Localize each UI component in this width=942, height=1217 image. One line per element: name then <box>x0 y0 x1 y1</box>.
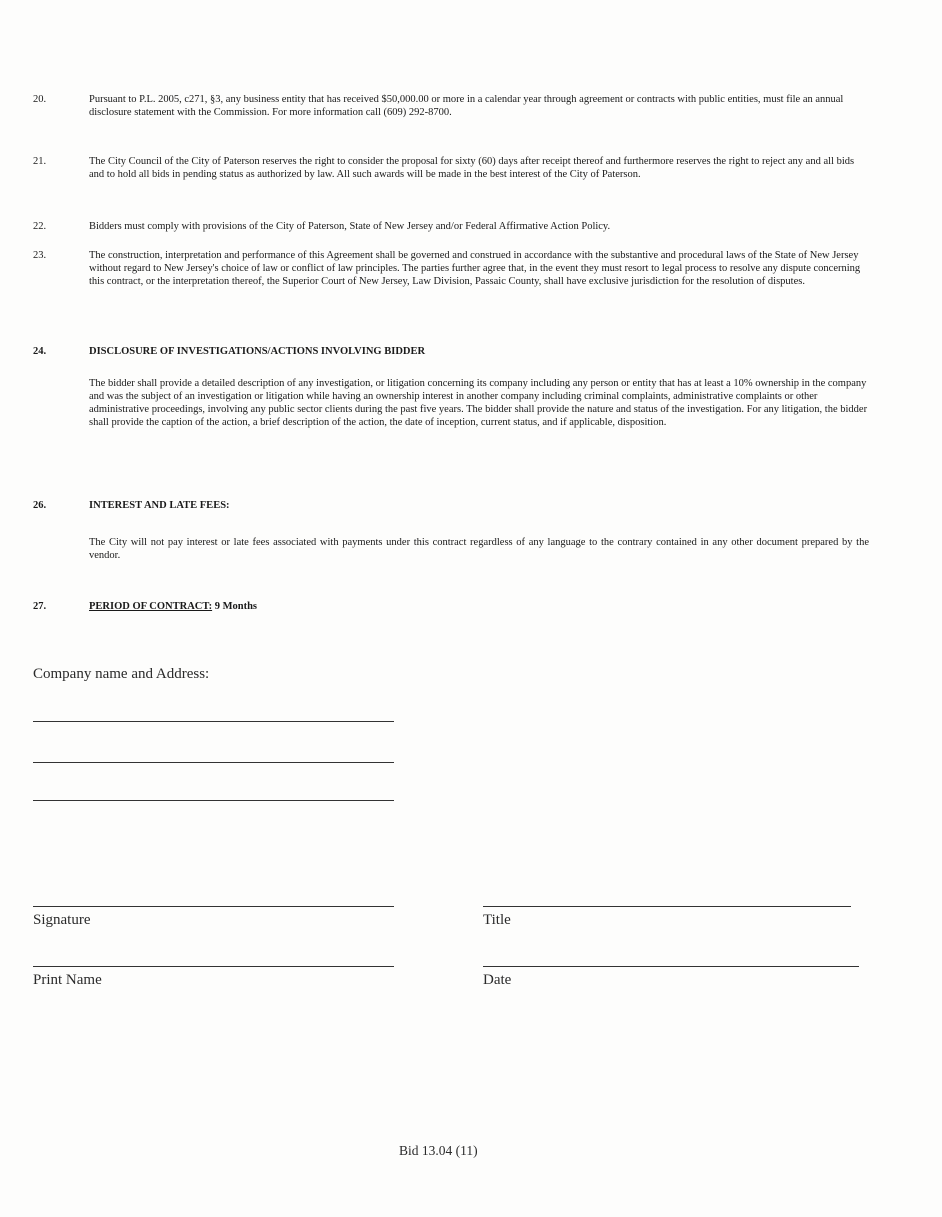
date-line[interactable] <box>483 966 859 967</box>
section-26-body: The City will not pay interest or late fees associated with payments under this contract regardless of any language to the contrary contained in any other document prepared by the vendor. <box>89 537 869 561</box>
signature-line[interactable] <box>33 906 394 907</box>
clause-number: 22. <box>33 221 47 232</box>
print-name-label: Print Name <box>33 972 102 988</box>
period-value: 9 Months <box>214 601 258 612</box>
company-line-2[interactable] <box>33 762 394 763</box>
title-line[interactable] <box>483 906 851 907</box>
clause-text: The City Council of the City of Paterson reserves the right to consider the proposal for sixty (60) days after receipt thereof and furthermore reserves the right to reject any and all bids and to hold all bids in pending status as authorized by law. All such awards will be made in the best interest of the City of Paterson. <box>89 156 855 180</box>
clause-text: Bidders must comply with provisions of the City of Paterson, State of New Jersey and/or Federal Affirmative Action Policy. <box>89 221 611 232</box>
signature-label: Signature <box>33 912 91 928</box>
company-line-3[interactable] <box>33 800 394 801</box>
title-label: Title <box>483 912 511 928</box>
section-title: DISCLOSURE OF INVESTIGATIONS/ACTIONS INVOLVING BIDDER <box>89 346 426 357</box>
clause-number: 20. <box>33 94 47 105</box>
page-footer: Bid 13.04 (11) <box>399 1143 478 1158</box>
section-number: 26. <box>33 500 47 511</box>
section-24-body: The bidder shall provide a detailed description of any investigation, or litigation concerning its company including any person or entity that has at least a 10% ownership in the company and was the subject of an investigation or litigation while having an ownership interest in another company including criminal complaints, administrative complaints or other administrative proceedings, involving any public sector clients during the past five years. The bidder shall provide the nature and status of the investigation. For any litigation, the bidder shall provide the caption of the action, a brief description of the action, the date of inception, current status, and if applicable, disposition. <box>89 378 868 428</box>
clause-number: 23. <box>33 250 47 261</box>
company-label: Company name and Address: <box>33 666 210 682</box>
company-line-1[interactable] <box>33 721 394 722</box>
period-label: PERIOD OF CONTRACT: <box>89 601 213 612</box>
print-name-line[interactable] <box>33 966 394 967</box>
section-title: INTEREST AND LATE FEES: <box>89 500 230 511</box>
date-label: Date <box>483 972 512 988</box>
section-title <box>89 600 869 613</box>
clause-text: Pursuant to P.L. 2005, c271, §3, any business entity that has received $50,000.00 or more in a calendar year through agreement or contracts with public entities, must file an annual disclosure statement with the Commission. For more information call (609) 292-8700. <box>89 94 844 118</box>
clause-text: The construction, interpretation and performance of this Agreement shall be governed and construed in accordance with the substantive and procedural laws of the State of New Jersey without regard to New Jersey's choice of law or conflict of law principles. The parties further agree that, in the event they must resort to legal process to resolve any dispute concerning this contract, or the interpretation thereof, the Superior Court of New Jersey, Law Division, Passaic County, shall have exclusive jurisdiction for the resolution of disputes. <box>89 250 861 287</box>
clause-number: 21. <box>33 156 47 167</box>
section-number: 27. <box>33 601 47 612</box>
section-number: 24. <box>33 346 47 357</box>
